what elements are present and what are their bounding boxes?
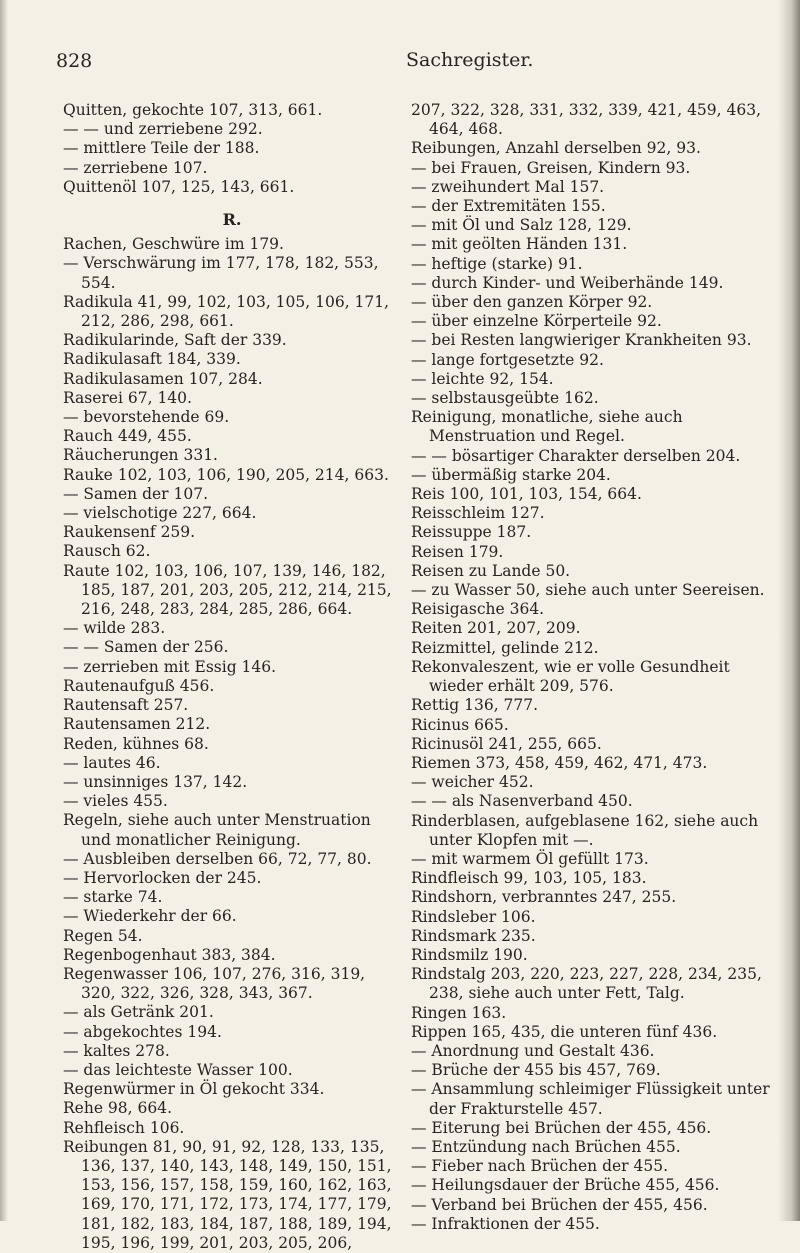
page-number: 828 — [56, 50, 93, 72]
index-entry: — mit Öl und Salz 128, 129. — [411, 216, 632, 235]
running-head: Sachregister. — [406, 49, 534, 71]
index-entry: — zerriebene 107. — [63, 158, 208, 177]
index-entry: Reisigasche 364. — [411, 600, 545, 619]
index-entry: Reibungen 81, 90, 91, 92, 128, 133, 135, 136, 137, 140, 143, 148, 149, 150, 151, 153, 156, 157, 158, 159, 160, 162, 163, 169, 170, 171, 172, 173, 174, 177, 179, 181, 182, 183, 184, 187, 188, 189, 194, 195, 196, 199, 201, 203, 205, 206, — [63, 1137, 392, 1252]
index-entry: Radikulasamen 107, 284. — [63, 369, 263, 388]
index-entry: — lautes 46. — [63, 753, 161, 772]
index-entry: — Infraktionen der 455. — [411, 1214, 600, 1233]
index-entry: — — bösartiger Charakter derselben 204. — [411, 446, 741, 465]
index-entry: — wilde 283. — [63, 619, 166, 638]
index-entry: — bevorstehende 69. — [63, 408, 230, 427]
index-entry: Regen 54. — [63, 926, 143, 945]
index-entry: — leichte 92, 154. — [411, 369, 554, 388]
index-entry: Radikulasaft 184, 339. — [63, 350, 241, 369]
index-entry: — mit geölten Händen 131. — [411, 235, 628, 254]
index-entry: 207, 322, 328, 331, 332, 339, 421, 459, 463, 464, 468. — [411, 101, 762, 139]
index-entry: — Verband bei Brüchen der 455, 456. — [411, 1195, 708, 1214]
index-entry: Rindfleisch 99, 103, 105, 183. — [411, 869, 647, 888]
index-entry: Ringen 163. — [411, 1003, 507, 1022]
index-entry: Rautenaufguß 456. — [63, 676, 215, 695]
index-entry: Reisschleim 127. — [411, 504, 545, 523]
index-entry: — mit warmem Öl gefüllt 173. — [411, 849, 649, 868]
index-entry: Reden, kühnes 68. — [63, 734, 209, 753]
index-entry: Rettig 136, 777. — [411, 696, 539, 715]
index-entry: Rehfleisch 106. — [63, 1118, 185, 1137]
index-entry: Rindsleber 106. — [411, 907, 536, 926]
index-entry: — Samen der 107. — [63, 484, 209, 503]
index-entry: — als Getränk 201. — [63, 1003, 214, 1022]
index-entry: Regenwasser 106, 107, 276, 316, 319, 320, 322, 326, 328, 343, 367. — [63, 964, 366, 1003]
index-entry: — zu Wasser 50, siehe auch unter Seereisen. — [411, 581, 765, 600]
index-entry: — — Samen der 256. — [63, 638, 229, 657]
index-entry: Quittenöl 107, 125, 143, 661. — [63, 177, 295, 196]
index-entry: — Eiterung bei Brüchen der 455, 456. — [411, 1118, 712, 1137]
index-entry: — heftige (starke) 91. — [411, 254, 583, 273]
index-entry: — bei Frauen, Greisen, Kindern 93. — [411, 158, 691, 177]
index-entry: — kaltes 278. — [63, 1041, 170, 1060]
index-entry: Räucherungen 331. — [63, 446, 218, 465]
index-entry: — starke 74. — [63, 888, 163, 907]
index-entry: — übermäßig starke 204. — [411, 465, 611, 484]
index-entry: Rippen 165, 435, die unteren fünf 436. — [411, 1022, 718, 1041]
index-entry: — der Extremitäten 155. — [411, 197, 606, 216]
index-entry: — Fieber nach Brüchen der 455. — [411, 1157, 669, 1176]
index-entry: — — und zerriebene 292. — [63, 120, 263, 139]
index-entry: — über den ganzen Körper 92. — [411, 293, 653, 312]
index-entry: — vieles 455. — [63, 792, 168, 811]
index-entry: — Ansammlung schleimiger Flüssigkeit unter der Frakturstelle 457. — [411, 1080, 770, 1118]
index-entry: Raute 102, 103, 106, 107, 139, 146, 182, 185, 187, 201, 203, 205, 212, 214, 215, 216, 248, 283, 284, 285, 286, 664. — [63, 561, 392, 619]
index-entry: Reissuppe 187. — [411, 523, 532, 542]
index-entry: Reibungen, Anzahl derselben 92, 93. — [411, 139, 701, 158]
index-entry: — zweihundert Mal 157. — [411, 177, 605, 196]
index-entry: Ricinusöl 241, 255, 665. — [411, 734, 602, 753]
page-edge-shadow — [778, 0, 800, 1221]
index-entry: — Hervorlocken der 245. — [63, 868, 262, 887]
index-entry: Rauke 102, 103, 106, 190, 205, 214, 663. — [63, 465, 389, 484]
index-entry: — Heilungsdauer der Brüche 455, 456. — [411, 1176, 720, 1195]
index-entry: Rauch 449, 455. — [63, 427, 192, 446]
index-entry: Regenbogenhaut 383, 384. — [63, 945, 276, 964]
index-entry: Rautensaft 257. — [63, 696, 189, 715]
index-entry: Reiten 201, 207, 209. — [411, 619, 581, 638]
index-entry: Rindsmark 235. — [411, 926, 536, 945]
index-entry: Reisen zu Lande 50. — [411, 561, 571, 580]
index-entry: Reinigung, monatliche, siehe auch Menstruation und Regel. — [411, 408, 683, 446]
index-entry: — bei Resten langwieriger Krankheiten 93. — [411, 331, 752, 350]
left-column — [63, 101, 401, 1253]
index-entry: Rehe 98, 664. — [63, 1099, 173, 1118]
index-entry: Rindstalg 203, 220, 223, 227, 228, 234, 235, 238, siehe auch unter Fett, Talg. — [411, 965, 762, 1003]
index-entry: — über einzelne Körperteile 92. — [411, 312, 662, 331]
index-entry: Reizmittel, gelinde 212. — [411, 638, 599, 657]
index-entry: — Brüche der 455 bis 457, 769. — [411, 1061, 661, 1080]
index-entry: Ricinus 665. — [411, 715, 509, 734]
index-entry: — — als Nasenverband 450. — [411, 792, 633, 811]
index-entry: Rekonvaleszent, wie er volle Gesundheit wieder erhält 209, 576. — [411, 657, 730, 696]
index-entry: — durch Kinder- und Weiberhände 149. — [411, 273, 724, 292]
index-entry: Raukensenf 259. — [63, 523, 196, 542]
index-entry: — Anordnung und Gestalt 436. — [411, 1041, 655, 1060]
index-entry: — zerrieben mit Essig 146. — [63, 657, 277, 676]
index-entry: — Wiederkehr der 66. — [63, 907, 237, 926]
index-entry: Raserei 67, 140. — [63, 388, 192, 407]
index-entry: — unsinniges 137, 142. — [63, 772, 248, 791]
index-entry: Rautensamen 212. — [63, 715, 211, 734]
index-entry: Rindshorn, verbranntes 247, 255. — [411, 888, 677, 907]
right-column — [411, 101, 771, 1234]
index-entry: — das leichteste Wasser 100. — [63, 1060, 293, 1079]
index-entry: Rinderblasen, aufgeblasene 162, siehe auch unter Klopfen mit —. — [411, 811, 759, 849]
index-entry: Reisen 179. — [411, 542, 504, 561]
index-entry: — weicher 452. — [411, 773, 534, 792]
page-gutter-shadow — [0, 0, 8, 1221]
index-entry: Reis 100, 101, 103, 154, 664. — [411, 485, 642, 504]
index-entry: — selbstausgeübte 162. — [411, 389, 599, 408]
index-entry: — Entzündung nach Brüchen 455. — [411, 1137, 681, 1156]
index-entry: Quitten, gekochte 107, 313, 661. — [63, 101, 323, 119]
index-entry: Regeln, siehe auch unter Menstruation und monatlicher Reinigung. — [63, 811, 371, 849]
index-entry: — mittlere Teile der 188. — [63, 139, 260, 158]
index-entry: — Verschwärung im 177, 178, 182, 553, 554. — [63, 254, 379, 292]
section-letter-heading: R. — [222, 210, 242, 230]
index-entry: Riemen 373, 458, 459, 462, 471, 473. — [411, 753, 708, 772]
index-entry: — Ausbleiben derselben 66, 72, 77, 80. — [63, 849, 372, 868]
index-entry: — vielschotige 227, 664. — [63, 504, 257, 523]
index-entry: Regenwürmer in Öl gekocht 334. — [63, 1080, 325, 1099]
index-entry: Rachen, Geschwüre im 179. — [63, 235, 284, 254]
index-entry: Radikula 41, 99, 102, 103, 105, 106, 171, 212, 286, 298, 661. — [63, 292, 390, 331]
index-entry: — abgekochtes 194. — [63, 1022, 222, 1041]
index-entry: — lange fortgesetzte 92. — [411, 350, 604, 369]
index-entry: Rindsmilz 190. — [411, 945, 528, 964]
index-entry: Radikularinde, Saft der 339. — [63, 331, 287, 350]
index-entry: Rausch 62. — [63, 542, 151, 561]
